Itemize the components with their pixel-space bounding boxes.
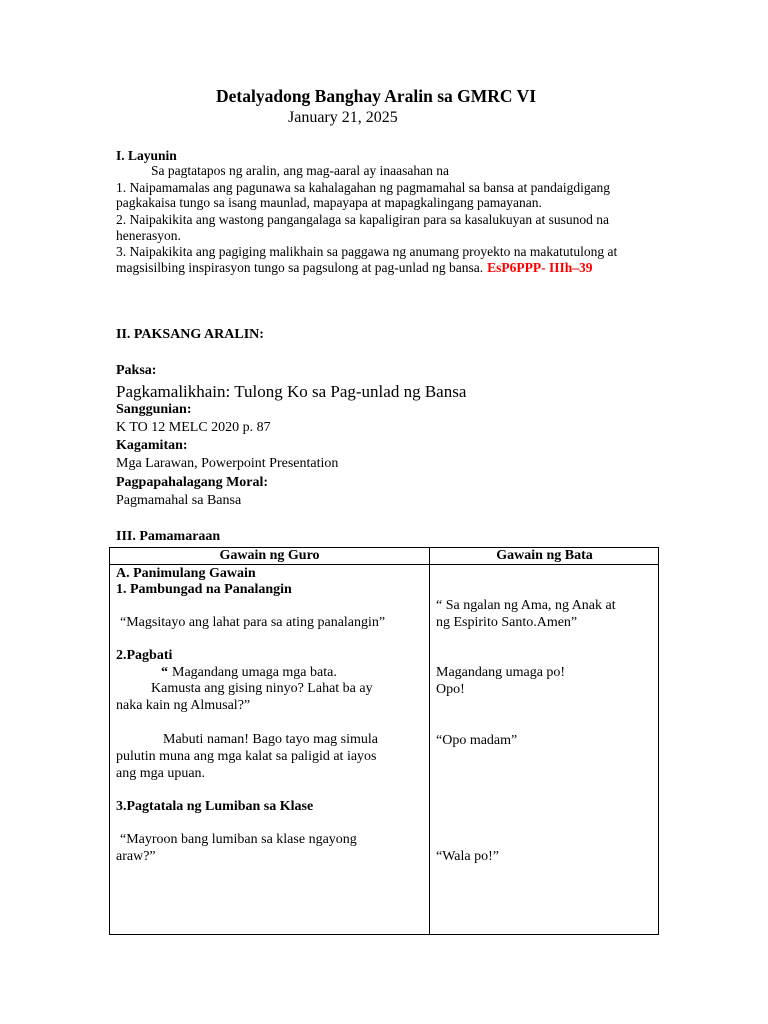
reference-value: K TO 12 MELC 2020 p. 87 [116, 420, 271, 435]
student-attendance-reply: “Wala po!” [436, 849, 499, 864]
procedure-heading: III. Pamamaraan [116, 529, 221, 544]
topic-label: Paksa: [116, 363, 157, 378]
teacher-followup-line: Mabuti naman! Bago tayo mag simula [163, 732, 379, 747]
student-greeting-line: Magandang umaga po! [436, 665, 566, 680]
teacher-greeting-line: Kamusta ang gising ninyo? Lahat ba ay [151, 681, 373, 696]
student-prayer-line: ng Espirito Santo.Amen” [436, 615, 578, 630]
moral-value-label: Pagpapahalagang Moral: [116, 475, 269, 490]
competency-code: EsP6PPP- IIIh–39 [487, 260, 593, 275]
teacher-followup-line: pulutin muna ang mga kalat sa paligid at iayos [116, 749, 377, 764]
column-header-students: Gawain ng Bata [496, 548, 593, 563]
objective-line: 1. Naipamamalas ang pagunawa sa kahalagahan ng pagmamahal sa bansa at pandaigdigang [116, 180, 611, 195]
objective-text: magsisilbing inspirasyon tungo sa pagsulong at pag-unlad ng bansa. [116, 260, 484, 275]
student-prayer-line: “ Sa ngalan ng Ama, ng Anak at [436, 598, 616, 613]
objective-line: 2. Naipakikita ang wastong pangangalaga sa kapaligiran para sa kasalukuyan at susunod na [116, 212, 609, 227]
document-title: Detalyadong Banghay Aralin sa GMRC VI [216, 86, 537, 106]
teacher-greeting-line: naka kain ng Almusal?” [116, 698, 251, 713]
section-title: A. Panimulang Gawain [116, 566, 256, 581]
reference-label: Sanggunian: [116, 402, 192, 417]
teacher-greeting-line [161, 666, 337, 680]
column-divider [429, 547, 430, 935]
open-quote: “ [161, 665, 168, 680]
header-divider [109, 564, 659, 565]
student-greeting-line: Opo! [436, 682, 465, 697]
document-date: January 21, 2025 [288, 109, 398, 126]
teacher-attendance-line: “Mayroon bang lumiban sa klase ngayong [120, 832, 357, 847]
teacher-prayer-line: “Magsitayo ang lahat para sa ating panalangin” [120, 615, 386, 630]
objectives-intro: Sa pagtatapos ng aralin, ang mag-aaral ay inaasahan na [151, 163, 449, 178]
teacher-greeting-text: Magandang umaga mga bata. [172, 665, 337, 680]
objectives-heading: I. Layunin [116, 148, 177, 163]
materials-value: Mga Larawan, Powerpoint Presentation [116, 456, 339, 471]
objective-line: pagkakaisa tungo sa isang maunlad, mapayapa at mapagkalingang pamayanan. [116, 195, 542, 210]
column-header-teacher: Gawain ng Guro [219, 548, 320, 563]
moral-value: Pagmamahal sa Bansa [116, 493, 242, 508]
greeting-title: 2.Pagbati [116, 648, 173, 663]
prayer-title: 1. Pambungad na Panalangin [116, 582, 292, 597]
objective-line-with-code [116, 261, 592, 275]
objective-line: henerasyon. [116, 228, 181, 243]
materials-label: Kagamitan: [116, 438, 188, 453]
student-followup-reply: “Opo madam” [436, 733, 518, 748]
teacher-attendance-line: araw?” [116, 849, 156, 864]
objective-line: 3. Naipakikita ang pagiging malikhain sa paggawa ng anumang proyekto na makatutulong at [116, 244, 618, 259]
subject-matter-heading: II. PAKSANG ARALIN: [116, 327, 264, 342]
topic-value: Pagkamalikhain: Tulong Ko sa Pag-unlad ng Bansa [116, 382, 467, 401]
teacher-followup-line: ang mga upuan. [116, 766, 206, 781]
attendance-title: 3.Pagtatala ng Lumiban sa Klase [116, 799, 314, 814]
